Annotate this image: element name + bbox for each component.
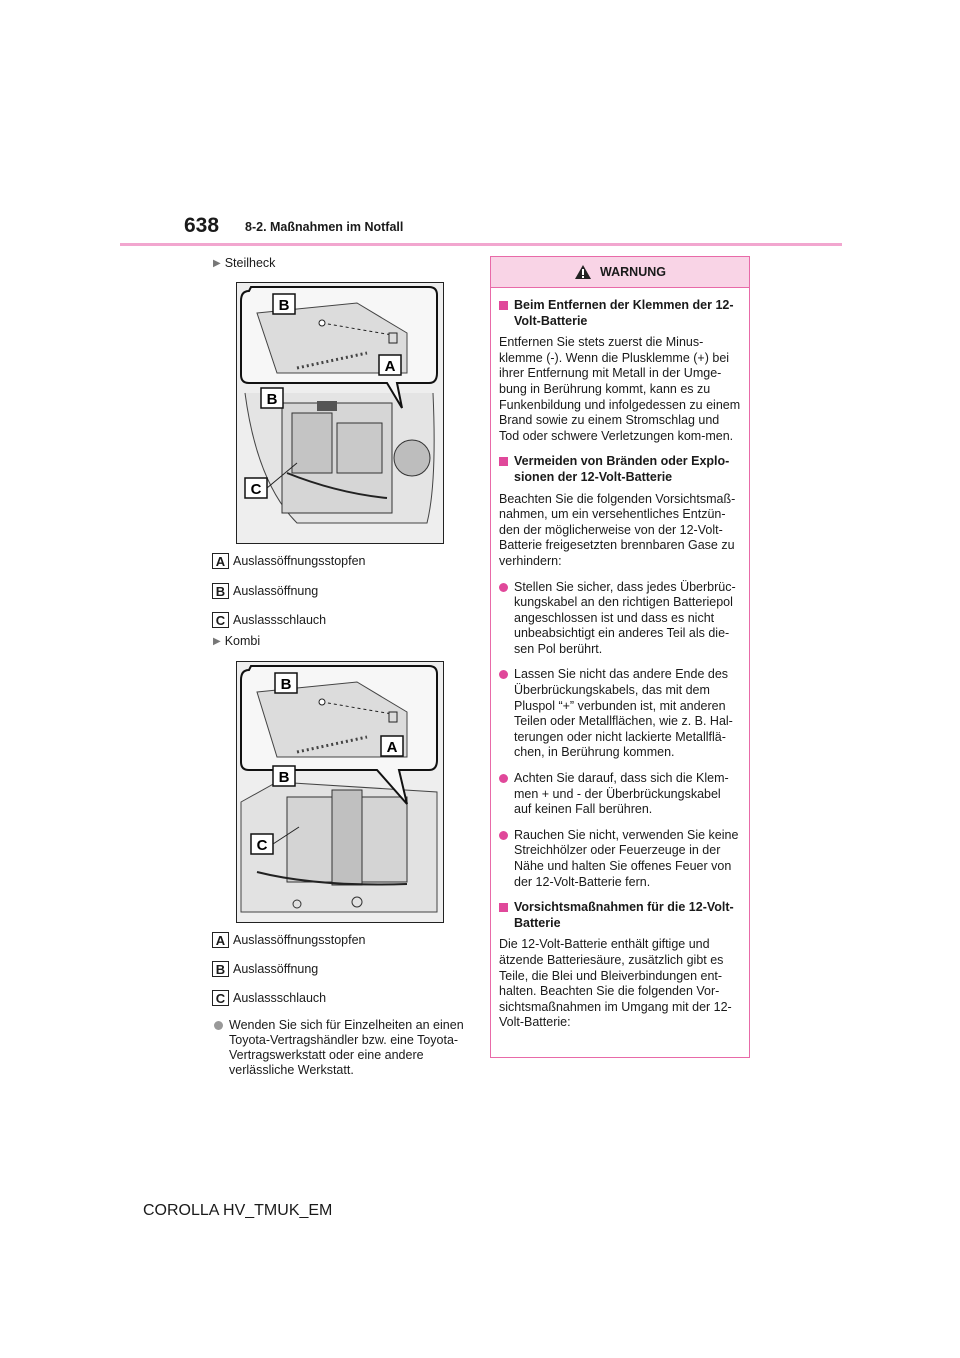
legend-text: Auslassöffnung	[233, 584, 319, 598]
bullet-icon	[499, 831, 508, 840]
warning-paragraph-1: Entfernen Sie stets zuerst die Minus-klemme (-). Wenn die Plusklemme (+) bei ihrer Entfernung mit Metall in der Umge-bung in Berührung kommt, kann es zu Funkenbildung und infolgedessen zu einem Brand sowie zu einem Stromschlag und Tod oder schwere Verletzungen kom-men.	[499, 335, 741, 443]
warning-body	[491, 288, 749, 1031]
svg-text:A: A	[386, 739, 398, 756]
square-bullet-icon	[499, 457, 508, 466]
legend-badge: C	[212, 612, 229, 628]
dealer-note-text: Wenden Sie sich für Einzelheiten an einen Toyota-Vertragshändler bzw. eine Toyota-Vertragswerkstatt oder eine andere verlässliche Werkstatt.	[229, 1018, 464, 1077]
square-bullet-icon	[499, 903, 508, 912]
variant-text: Steilheck	[224, 256, 276, 270]
legend-item-c	[212, 612, 326, 628]
battery-illustration-kombi	[237, 662, 443, 922]
warning-box	[490, 256, 750, 1058]
legend-item-b-2	[212, 961, 318, 977]
legend-badge: B	[212, 583, 229, 599]
svg-text:B: B	[280, 676, 292, 693]
variant-label-hatchback	[213, 256, 275, 270]
legend-badge: C	[212, 990, 229, 1006]
legend-text: Auslassöffnungsstopfen	[233, 933, 366, 947]
warning-title: WARNUNG	[600, 265, 666, 279]
svg-text:B: B	[278, 297, 290, 314]
square-bullet-icon	[499, 301, 508, 310]
warning-bullet: Achten Sie darauf, dass sich die Klem-men + und - der Überbrückungskabel auf keinen Fall berühren.	[499, 771, 741, 818]
footer-model: COROLLA HV_TMUK_EM	[143, 1202, 333, 1219]
bullet-icon	[499, 774, 508, 783]
legend-text: Auslassöffnung	[233, 962, 319, 976]
legend-text: Auslassschlauch	[233, 991, 327, 1005]
warning-heading-2: Vermeiden von Bränden oder Explo-sionen der 12-Volt-Batterie	[499, 454, 741, 485]
legend-item-a	[212, 553, 366, 569]
warning-header	[491, 257, 749, 288]
page-number: 638	[184, 214, 220, 237]
warning-heading-3: Vorsichtsmaßnahmen für die 12-Volt-Batterie	[499, 900, 741, 931]
bullet-icon	[499, 670, 508, 679]
warning-triangle-icon	[574, 264, 592, 280]
warning-paragraph-2: Beachten Sie die folgenden Vorsichtsmaß-nahmen, um ein versehentliches Entzün-den der möglicherweise von der 12-Volt-Batterie freigesetzten brennbaren Gase zu verhindern:	[499, 491, 736, 568]
figure-hatchback	[236, 282, 444, 544]
header-rule	[120, 243, 842, 246]
warning-bullet: Stellen Sie sicher, dass jedes Überbrüc-kungskabel an den richtigen Batteriepol angeschlossen ist und dass es nicht unbeabsichtigt ein anderes Teil als die-sen Pol berührt.	[499, 580, 741, 658]
svg-text:A: A	[384, 358, 396, 375]
variant-text: Kombi	[224, 634, 261, 648]
dealer-note	[214, 1018, 470, 1078]
legend-text: Auslassöffnungsstopfen	[233, 554, 366, 568]
legend-badge: A	[212, 553, 229, 569]
bullet-icon	[214, 1021, 223, 1030]
svg-text:B: B	[278, 769, 290, 786]
warning-paragraph-3: Die 12-Volt-Batterie enthält giftige und ätzende Batteriesäure, zusätzlich gibt es Teile, die Blei und Bleiverbindungen ent-halten. Beachten Sie die folgenden Vor-sichtsmaßnahmen im Umgang mit der 12-Volt-Batterie:	[499, 937, 732, 1030]
legend-badge: A	[212, 932, 229, 948]
legend-item-b	[212, 583, 318, 599]
arrow-icon: ▶	[213, 258, 221, 269]
warning-bullet: Rauchen Sie nicht, verwenden Sie keine Streichhölzer oder Feuerzeuge in der Nähe und halten Sie offenes Feuer von der 12-Volt-Batterie fern.	[499, 828, 741, 890]
warning-bullet: Lassen Sie nicht das andere Ende des Überbrückungskabels, das mit dem Pluspol “+” verbunden ist, mit anderen Teilen oder Metallflächen, wie z. B. Hal-terungen oder nicht lackierte Metallflä-chen, in Berührung kommen.	[499, 667, 741, 761]
warning-heading-1: Beim Entfernen der Klemmen der 12-Volt-Batterie	[499, 298, 741, 329]
bullet-icon	[499, 583, 508, 592]
legend-text: Auslassschlauch	[233, 613, 327, 627]
battery-illustration-hatchback	[237, 283, 443, 543]
legend-item-a-2	[212, 932, 366, 948]
variant-label-kombi	[213, 634, 260, 648]
section-title: 8-2. Maßnahmen im Notfall	[245, 220, 404, 234]
svg-text:C: C	[256, 837, 268, 854]
arrow-icon: ▶	[213, 636, 221, 647]
svg-text:C: C	[250, 481, 262, 498]
legend-badge: B	[212, 961, 229, 977]
figure-kombi	[236, 661, 444, 923]
svg-text:B: B	[266, 391, 278, 408]
legend-item-c-2	[212, 990, 326, 1006]
